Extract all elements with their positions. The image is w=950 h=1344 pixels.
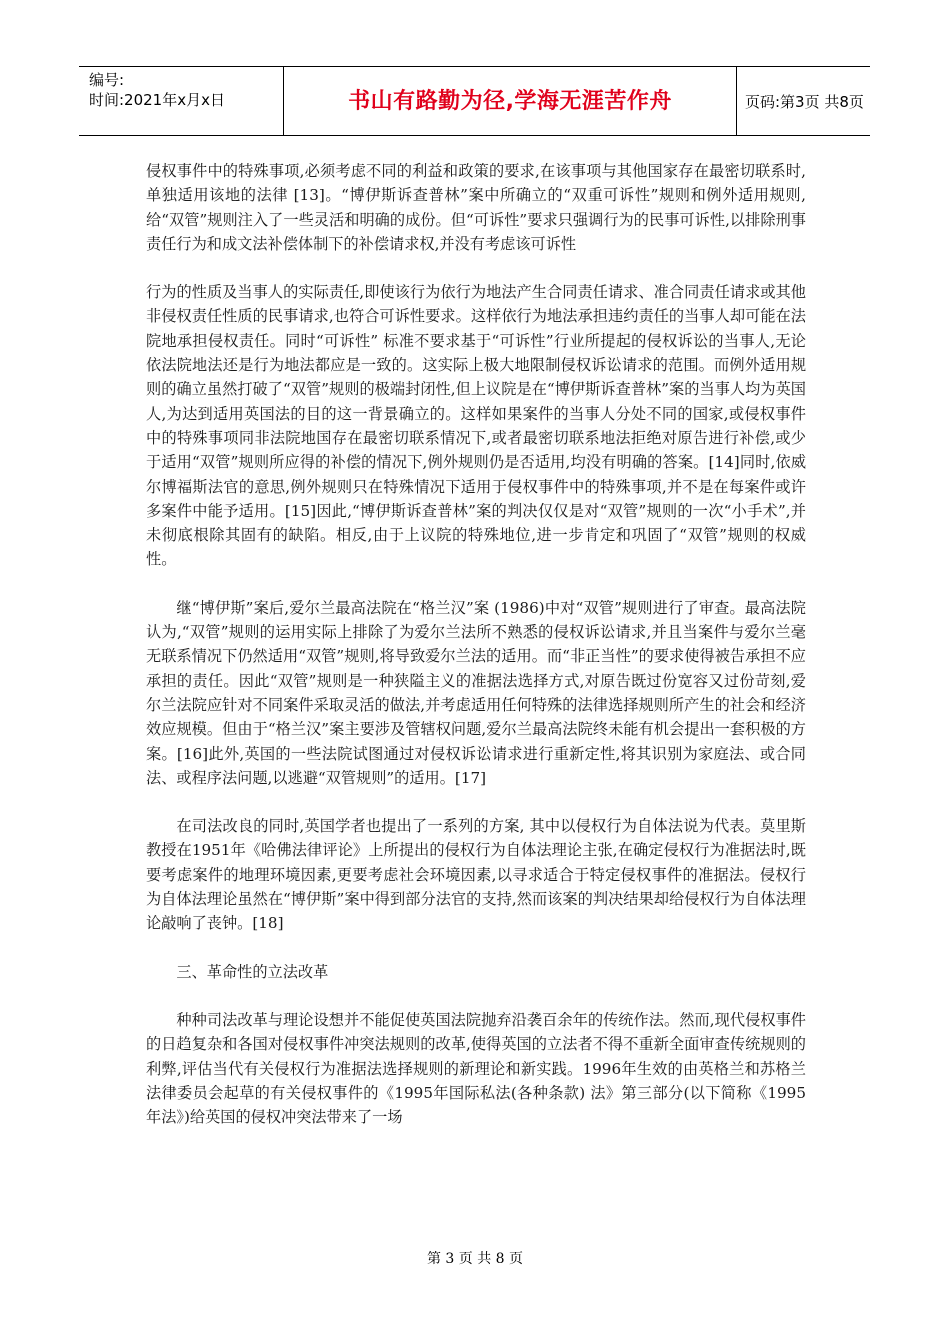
document-body xyxy=(146,159,806,1129)
section-heading: 三、革命性的立法改革 xyxy=(176,962,329,981)
document-header xyxy=(79,66,870,136)
page-info: 页码:第3页 共8页 xyxy=(745,93,864,111)
page-footer: 第 3 页 共 8 页 xyxy=(426,1251,524,1267)
paragraph-1: 侵权事件中的特殊事项,必须考虑不同的利益和政策的要求,在该事项与其他国家存在最密切联系时,单独适用该地的法律 [13]。“博伊斯诉查普林”案中所确立的“双重可诉性”规则和例外适用规则,给“双管”规则注入了一些灵活和明确的成份。但“可诉性”要求只强调行为的民事可诉性,以排除刑事责任行为和成文法补偿体制下的补偿请求权,并没有考虑该可诉性 xyxy=(146,162,806,253)
number-label: 编号: xyxy=(89,71,125,89)
motto-text: 书山有路勤为径,学海无涯苦作舟 xyxy=(348,89,672,114)
time-label: 时间:2021年x月x日 xyxy=(89,91,225,109)
paragraph-4: 在司法改良的同时,英国学者也提出了一系列的方案, 其中以侵权行为自体法说为代表。莫里斯教授在1951年《哈佛法律评论》上所提出的侵权行为自体法理论主张,在确定侵权行为准据法时,既要考虑案件的地理环境因素,更要考虑社会环境因素,以寻求适合于特定侵权事件的准据法。侵权行为自体法理论虽然在“博伊斯”案中得到部分法官的支持,然而该案的判决结果却给侵权行为自体法理论敲响了丧钟。[18] xyxy=(146,817,806,933)
paragraph-3: 继“博伊斯”案后,爱尔兰最高法院在“格兰汉”案 (1986)中对“双管”规则进行了审查。最高法院认为,“双管”规则的运用实际上排除了为爱尔兰法所不熟悉的侵权诉讼请求,并且当案件与爱尔兰毫无联系情况下仍然适用“双管”规则,将导致爱尔兰法的适用。而“非正当性”的要求使得被告承担不应承担的责任。因此“双管”规则是一种狭隘主义的准据法选择方式,对原告既过份宽容又过份苛刻,爱尔兰法院应针对不同案件采取灵活的做法,并考虑适用任何特殊的法律选择规则所产生的社会和经济效应规模。但由于“格兰汉”案主要涉及管辖权问题,爱尔兰最高法院终未能有机会提出一套积极的方案。[16]此外,英国的一些法院试图通过对侵权诉讼请求进行重新定性,将其识别为家庭法、或合同法、或程序法问题,以逃避“双管规则”的适用。[17] xyxy=(146,598,806,787)
header-motto-cell xyxy=(284,67,737,135)
header-meta-cell xyxy=(79,67,284,135)
paragraph-2: 行为的性质及当事人的实际责任,即使该行为依行为地法产生合同责任请求、准合同责任请求或其他非侵权责任性质的民事请求,也符合可诉性要求。这样依行为地法承担违约责任的当事人却可能在法院地承担侵权责任。同时“可诉性” 标准不要求基于“可诉性”行业所提起的侵权诉讼的当事人,无论依法院地法还是行为地法都应是一致的。这实际上极大地限制侵权诉讼请求的范围。而例外适用规则的确立虽然打破了“双管”规则的极端封闭性,但上议院是在“博伊斯诉查普林”案的当事人均为英国人,为达到适用英国法的目的这一背景确立的。这样如果案件的当事人分处不同的国家,或侵权事件中的特殊事项同非法院地国存在最密切联系情况下,或者最密切联系地法拒绝对原告进行补偿,或少于适用“双管”规则所应得的补偿的情况下,例外规则仍是否适用,均没有明确的答案。[14]同时,依威尔博福斯法官的意思,例外规则只在特殊情况下适用于侵权事件中的特殊事项,并不是在每案件或许多案件中能予适用。[15]因此,“博伊斯诉查普林”案的判决仅仅是对“双管”规则的一次“小手术”,并未彻底根除其固有的缺陷。相反,由于上议院的特殊地位,进一步肯定和巩固了“双管”规则的权威性。 xyxy=(146,283,807,569)
paragraph-5: 种种司法改革与理论设想并不能促使英国法院抛弃沿袭百余年的传统作法。然而,现代侵权事件的日趋复杂和各国对侵权事件冲突法规则的改革,使得英国的立法者不得不重新全面审查传统规则的利弊,评估当代有关侵权行为准据法选择规则的新理论和新实践。1996年生效的由英格兰和苏格兰法律委员会起草的有关侵权事件的《1995年国际私法(各种条款) 法》第三部分(以下简称《1995年法》)给英国的侵权冲突法带来了一场 xyxy=(146,1010,806,1127)
header-page-cell xyxy=(737,67,870,135)
